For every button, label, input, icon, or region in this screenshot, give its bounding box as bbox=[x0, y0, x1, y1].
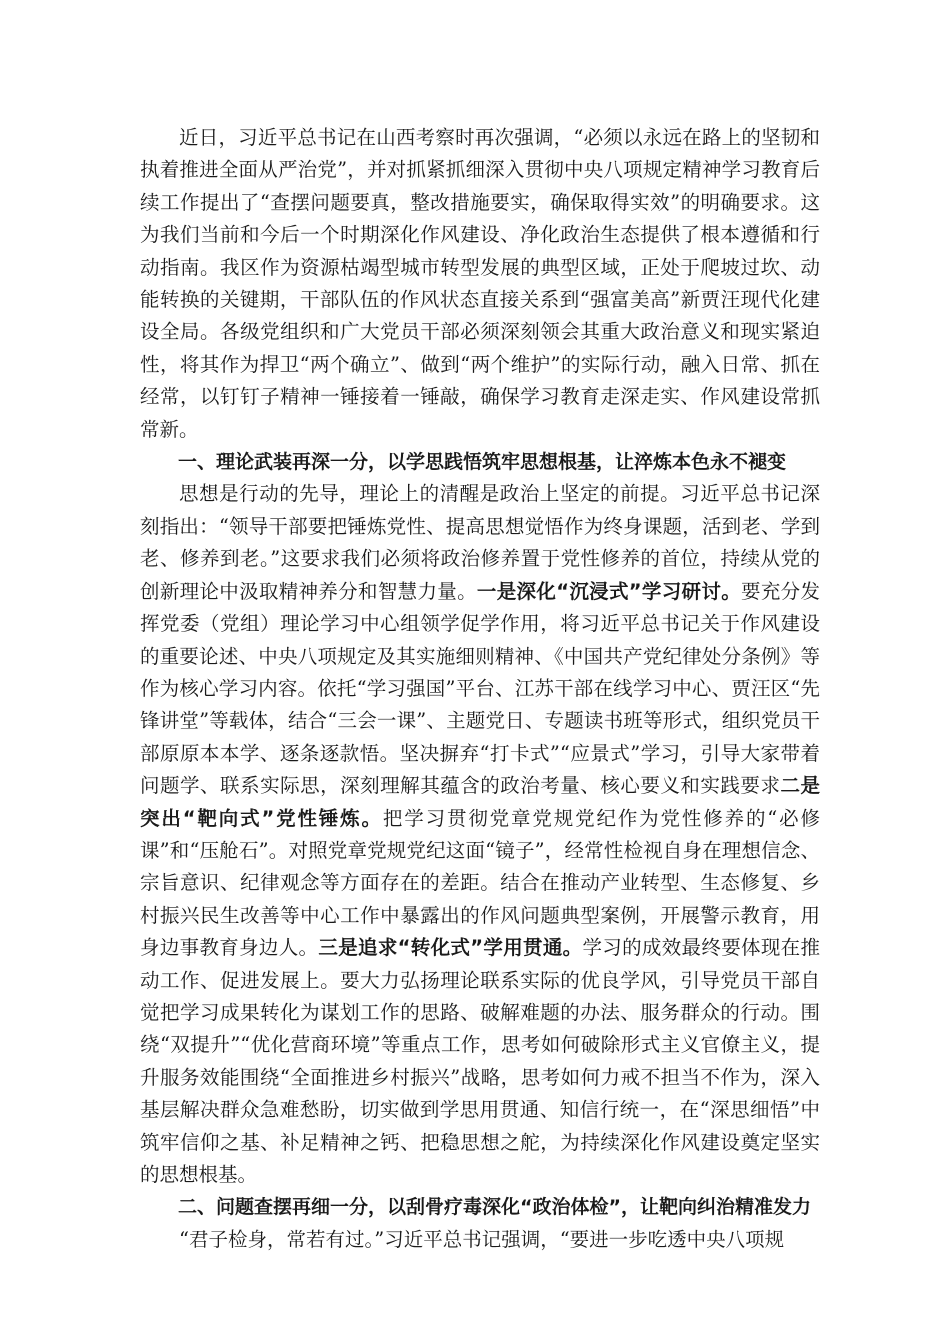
section-2-heading: 二、问题查摆再细一分，以刮骨疗毒深化“政治体检”，让靶向纠治精准发力 bbox=[178, 1196, 811, 1219]
intro-paragraph: 近日，习近平总书记在山西考察时再次强调，“必须以永远在路上的坚韧和执着推进全面从严治党”，并对抓紧抓细深入贯彻中央八项规定精神学习教育后续工作提出了“查摆问题要真，整改措施要实，确保取得实效”的明确要求。这为我们当前和今后一个时期深化作风建设、净化政治生态提供了根本遵循和行动指南。我区作为资源枯竭型城市转型发展的典型区域，正处于爬坡过坎、动能转换的关键期，干部队伍的作风状态直接关系到“强富美高”新贾汪现代化建设全局。各级党组织和广大党员干部必须深刻领会其重大政治意义和现实紧迫性，将其作为捍卫“两个确立”、做到“两个维护”的实际行动，融入日常、抓在经常，以钉钉子精神一锤接着一锤敲，确保学习教育走深走实、作风建设常抓常新。 bbox=[140, 126, 820, 441]
point-3-title: 三是追求“转化式”学用贯通。 bbox=[318, 936, 583, 960]
section-2-paragraph: “君子检身，常若有过。”习近平总书记强调，“要进一步吃透中央八项规 bbox=[179, 1227, 785, 1251]
section-1-opening-text: 思想是行动的先导，理论上的清醒是政治上坚定的前提。习近平总书记深刻指出：“领导干部要把锤炼党性、提高思想觉悟作为终身课题，活到老、学到老、修养到老。”这要求我们必须将政治修养置于党性修养的首位，持续从党的创新理论中汲取精神养分和智慧力量。 bbox=[140, 482, 820, 603]
point-1-text: 要充分发挥党委（党组）理论学习中心组领学促学作用，将习近平总书记关于作风建设的重要论述、中央八项规定及其实施细则精神、《中国共产党纪律处分条例》等作为核心学习内容。依托“学习强国”平台、江苏干部在线学习中心、贾汪区“先锋讲堂”等载体，结合“三会一课”、主题党日、专题读书班等形式，组织党员干部原原本本学、逐条逐款悟。坚决摒弃“打卡式”“应景式”学习，引导大家带着问题学、联系实际思，深刻理解其蕴含的政治考量、核心要义和实践要求 bbox=[140, 579, 820, 798]
section-1-paragraph bbox=[140, 478, 820, 1191]
point-2-title: 二是突出“靶向式”党性锤炼。 bbox=[140, 774, 820, 830]
section-1-heading: 一、理论武装再深一分，以学思践悟筑牢思想根基，让淬炼本色永不褪变 bbox=[178, 451, 787, 474]
point-3-text: 学习的成效最终要体现在推动工作、促进发展上。要大力弘扬理论联系实际的优良学风，引导党员干部自觉把学习成果转化为谋划工作的思路、破解难题的办法、服务群众的行动。围绕“双提升”“优化营商环境”等重点工作，思考如何破除形式主义官僚主义，提升服务效能围绕“全面推进乡村振兴”战略，思考如何力戒不担当不作为，深入基层解决群众急难愁盼，切实做到学思用贯通、知信行统一，在“深思细悟”中筑牢信仰之基、补足精神之钙、把稳思想之舵，为持续深化作风建设奠定坚实的思想根基。 bbox=[140, 936, 820, 1186]
point-1-title: 一是深化“沉浸式”学习研讨。 bbox=[476, 579, 742, 603]
point-2-text: 把学习贯彻党章党规党纪作为党性修养的“必修课”和“压舱石”。对照党章党规党纪这面“镜子”，经常性检视自身在理想信念、宗旨意识、纪律观念等方面存在的差距。结合在推动产业转型、生态修复、乡村振兴民生改善等中心工作中暴露出的作风问题典型案例，开展警示教育，用身边事教育身边人。 bbox=[140, 806, 820, 960]
document-page bbox=[140, 122, 820, 1256]
